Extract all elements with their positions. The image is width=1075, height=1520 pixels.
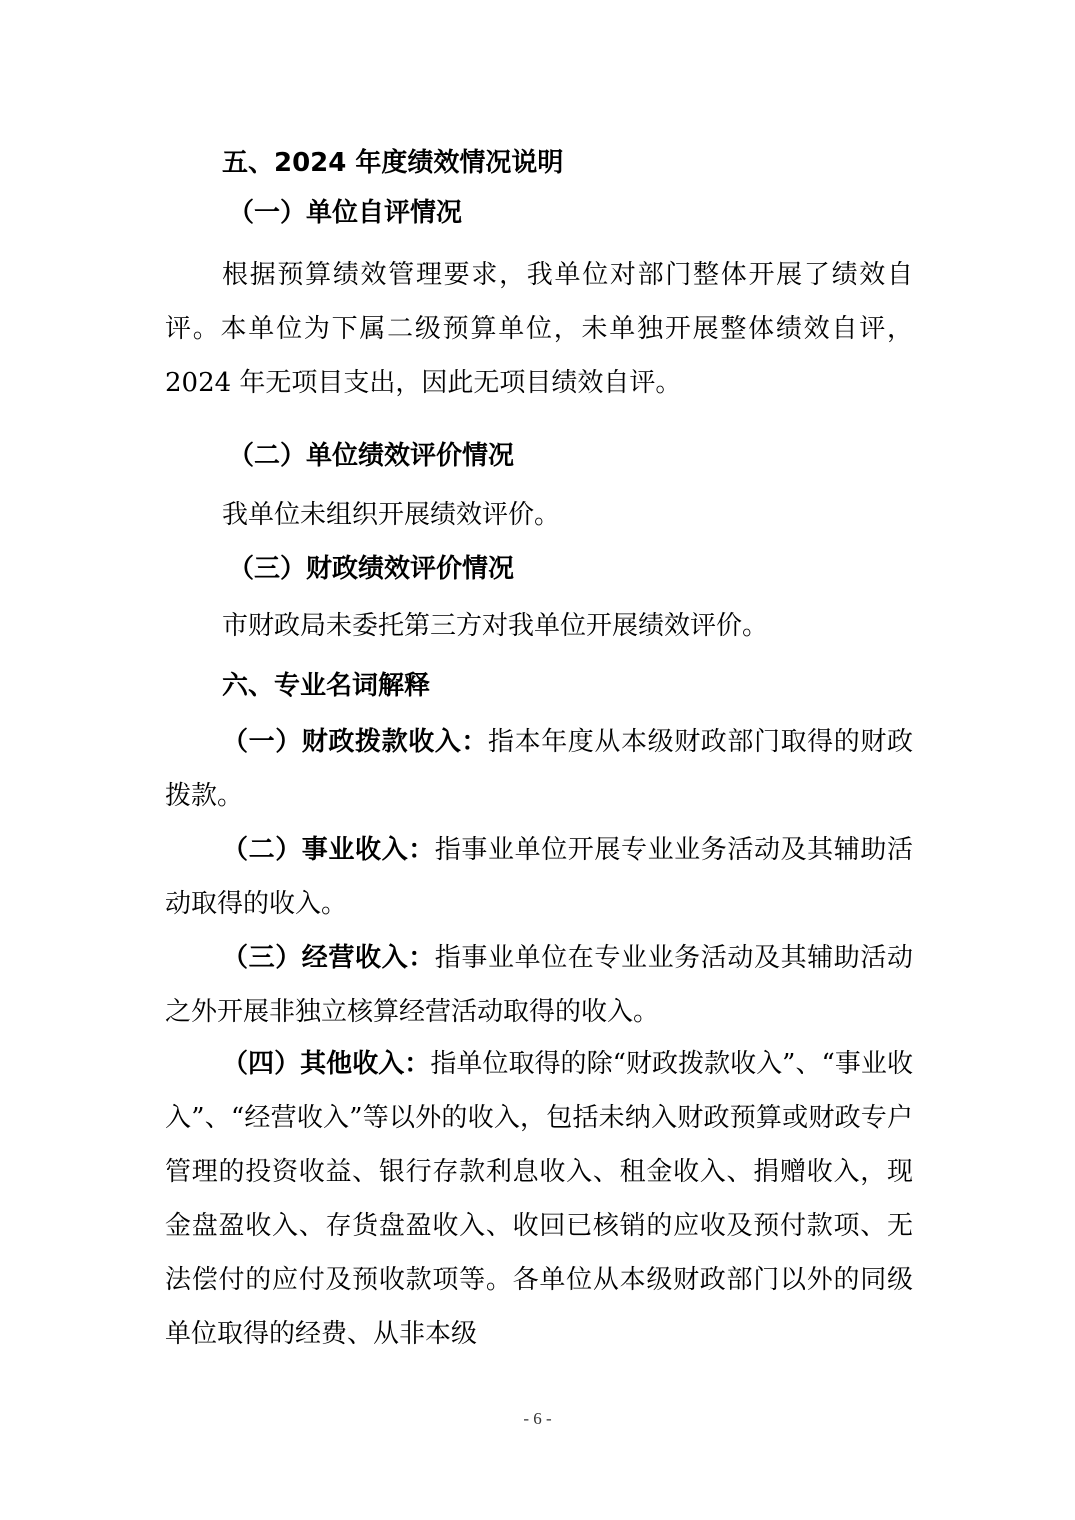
section-5-1-body: 根据预算绩效管理要求，我单位对部门整体开展了绩效自评。本单位为下属二级预算单位，未单独开展整体绩效自评，2024 年无项目支出，因此无项目绩效自评。 [165,260,913,398]
term-definition: 指事业单位在专业业务活动及其辅助活动之外开展非独立核算经营活动取得的收入。 [165,943,913,1027]
term-other-income [165,1037,913,1361]
section-5-1-title: （一）单位自评情况 [228,198,463,228]
term-operating-income [165,931,913,1039]
term-label: （一）财政拨款收入： [222,727,488,757]
term-definition: 指事业单位开展专业业务活动及其辅助活动取得的收入。 [165,835,913,919]
section-5-2-body: 我单位未组织开展绩效评价。 [222,500,561,530]
section-5-3-title: （三）财政绩效评价情况 [228,554,515,584]
page-number: - 6 - [523,1409,552,1428]
term-fiscal-appropriation-income [165,715,913,823]
term-label: （四）其他收入： [222,1049,431,1079]
section-5-2-title: （二）单位绩效评价情况 [228,441,515,471]
term-definition: 指单位取得的除“财政拨款收入”、“事业收入”、“经营收入”等以外的收入，包括未纳入财政预算或财政专户管理的投资收益、银行存款利息收入、租金收入、捐赠收入，现金盘盈收入、存货盘盈收入、收回已核销的应收及预付款项、无法偿付的应付及预收款项等。各单位从本级财政部门以外的同级单位取得的经费、从非本级 [165,1049,913,1349]
section-6-heading: 六、专业名词解释 [222,671,431,701]
term-label: （三）经营收入： [222,943,435,973]
term-business-income [165,823,913,931]
term-label: （二）事业收入： [222,835,435,865]
section-5-heading: 五、2024 年度绩效情况说明 [222,148,564,178]
section-5-3-body: 市财政局未委托第三方对我单位开展绩效评价。 [222,611,769,641]
term-definition: 指本年度从本级财政部门取得的财政拨款。 [165,727,913,811]
